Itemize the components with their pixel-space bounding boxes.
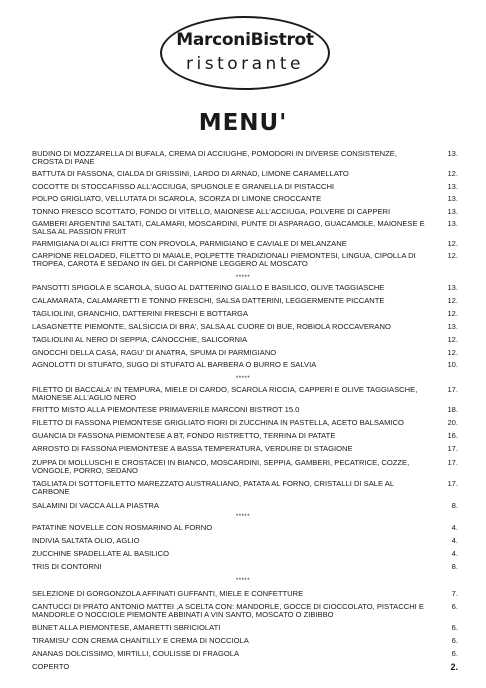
menu-title: MENU' [198, 110, 288, 136]
menu-item-name: INDIVIA SALTATA OLIO, AGLIO [32, 536, 140, 545]
menu-item-name: FILETTO DI FASSONA PIEMONTESE GRIGLIATO FIORI DI ZUCCHINA IN PASTELLA, ACETO BALSAMICO [32, 418, 404, 427]
menu-item-price: 12. [447, 309, 458, 318]
menu-item-name: ARROSTO DI FASSONA PIEMONTESE A BASSA TEMPERATURA, VERDURE DI STAGIONE [32, 444, 353, 453]
menu-item-price: 7. [451, 589, 458, 598]
menu-item-price: 12. [447, 296, 458, 305]
menu-item-name: ZUPPA DI MOLLUSCHI E CROSTACEI IN BIANCO, MOSCARDINI, SEPPIA, GAMBERI, PECATRICE, COZZE, VONGOLE, PORRO, SEDANO [32, 458, 410, 476]
menu-item-price: 12. [447, 239, 458, 248]
menu-item-price: 13. [447, 322, 458, 331]
menu-item-name: TRIS DI CONTORNI [32, 562, 102, 571]
section-separator: ***** [235, 275, 251, 281]
menu-item-price: 20. [447, 418, 458, 427]
menu-item-price: 6. [451, 602, 458, 611]
section-separator: ***** [235, 376, 251, 382]
menu-item-name: GAMBERI ARGENTINI SALTATI, CALAMARI, MOSCARDINI, PUNTE DI ASPARAGO, GUACAMOLE, MAIONESE E SALSA AL PASSION FRUIT [32, 219, 425, 237]
menu-item-price: 13. [447, 194, 458, 203]
menu-item-price: 4. [451, 536, 458, 545]
menu-item-name: PARMIGIANA DI ALICI FRITTE CON PROVOLA, PARMIGIANO E CAVIALE DI MELANZANE [32, 239, 347, 248]
section-separator: ***** [235, 578, 251, 584]
menu-item-price: 6. [451, 623, 458, 632]
menu-item-name: AGNOLOTTI DI STUFATO, SUGO DI STUFATO AL BARBERA O BURRO E SALVIA [32, 360, 317, 369]
menu-item-price: 6. [451, 649, 458, 658]
menu-item-name: BUDINO DI MOZZARELLA DI BUFALA, CREMA DI ACCIUGHE, POMODORI IN DIVERSE CONSISTENZE, CROSTA DI PANE [32, 149, 397, 167]
menu-item-name: BATTUTA DI FASSONA, CIALDA DI GRISSINI, LARDO DI ARNAD, LIMONE CARAMELLATO [32, 169, 349, 178]
menu-item-name: CANTUCCI DI PRATO ANTONIO MATTEI ,A SCELTA CON: MANDORLE, GOCCE DI CIOCCOLATO, PISTACCHI E MANDORLE O NOCCIOLE PIEMONTE ABBINATI A VIN SANTO, MOSCATO O ZIBIBBO [32, 602, 424, 620]
menu-item-name: GNOCCHI DELLA CASA, RAGU' DI ANATRA, SPUMA DI PARMIGIANO [32, 348, 277, 357]
menu-item-name: CALAMARATA, CALAMARETTI E TONNO FRESCHI, SALSA DATTERINI, LEGGERMENTE PICCANTE [32, 296, 385, 305]
menu-item-name: POLPO GRIGLIATO, VELLUTATA DI SCAROLA, SCORZA DI LIMONE CROCCANTE [32, 194, 322, 203]
menu-item-name: PATATINE NOVELLE CON ROSMARINO AL FORNO [32, 523, 213, 532]
menu-item-price: 13. [447, 182, 458, 191]
menu-item-name: SELEZIONE DI GORGONZOLA AFFINATI GUFFANTI, MIELE E CONFETTURE [32, 589, 304, 598]
logo-subtitle: ristorante [186, 54, 304, 74]
menu-item-price: 10. [447, 360, 458, 369]
logo-name: MarconiBistrot [176, 30, 314, 50]
menu-item-price: 8. [451, 562, 458, 571]
menu-item-name: TAGLIOLINI AL NERO DI SEPPIA, CANOCCHIE, SALICORNIA [32, 335, 248, 344]
menu-item-price: 13. [447, 219, 458, 228]
menu-item-name: COPERTO [32, 662, 70, 671]
menu-item-name: SALAMINI DI VACCA ALLA PIASTRA [32, 501, 159, 510]
menu-item-name: TONNO FRESCO SCOTTATO, FONDO DI VITELLO, MAIONESE ALL'ACCIUGA, POLVERE DI CAPPERI [32, 207, 391, 216]
menu-item-price: 13. [447, 207, 458, 216]
menu-item-price: 6. [451, 636, 458, 645]
menu-item-name: TAGLIATA DI SOTTOFILETTO MAREZZATO AUSTRALIANO, PATATA AL FORNO, CRISTALLI DI SALE AL CARBONE [32, 479, 394, 497]
menu-item-price: 17. [447, 385, 458, 394]
menu-item-name: FRITTO MISTO ALLA PIEMONTESE PRIMAVERILE MARCONI BISTROT 15.0 [32, 405, 300, 414]
menu-item-name: ANANAS DOLCISSIMO, MIRTILLI, COULISSE DI FRAGOLA [32, 649, 240, 658]
menu-item-name: LASAGNETTE PIEMONTE, SALSICCIA DI BRA', SALSA AL CUORE DI BUE, ROBIOLA ROCCAVERANO [32, 322, 391, 331]
menu-item-name: GUANCIA DI FASSONA PIEMONTESE A BT, FONDO RISTRETTO, TERRINA DI PATATE [32, 431, 336, 440]
menu-item-name: ZUCCHINE SPADELLATE AL BASILICO [32, 549, 170, 558]
menu-item-price: 17. [447, 458, 458, 467]
menu-item-price: 13. [447, 149, 458, 158]
menu-item-price: 4. [451, 523, 458, 532]
menu-item-name: PANSOTTI SPIGOLA E SCAROLA, SUGO AL DATTERINO GIALLO E BASILICO, OLIVE TAGGIASCHE [32, 283, 385, 292]
menu-item-name: FILETTO DI BACCALA' IN TEMPURA, MIELE DI CARDO, SCAROLA RICCIA, CAPPERI E OLIVE TAGGIASCHE, MAIONESE ALL'AGLIO NERO [32, 385, 418, 403]
menu-item-price: 13. [447, 283, 458, 292]
menu-item-price: 17. [447, 444, 458, 453]
menu-item-name: BUNET ALLA PIEMONTESE, AMARETTI SBRICIOLATI [32, 623, 221, 632]
menu-item-name: CARPIONE RELOADED, FILETTO DI MAIALE, POLPETTE TRADIZIONALI PIEMONTESI, LINGUA, CIPOLLA DI TROPEA, CAROTA E SEDANO IN GEL DI CARPIONE LEGGERO AL MOSCATO [32, 251, 416, 269]
menu-item-name: TAGLIOLINI, GRANCHIO, DATTERINI FRESCHI E BOTTARGA [32, 309, 249, 318]
restaurant-logo [160, 16, 330, 90]
menu-item-price: 18. [447, 405, 458, 414]
menu-item-price: 4. [451, 549, 458, 558]
menu-item-name: TIRAMISU' CON CREMA CHANTILLY E CREMA DI NOCCIOLA [32, 636, 249, 645]
section-separator: ***** [235, 514, 251, 520]
menu-item-name: COCOTTE DI STOCCAFISSO ALL'ACCIUGA, SPUGNOLE E GRANELLA DI PISTACCHI [32, 182, 335, 191]
menu-item-price: 12. [447, 348, 458, 357]
menu-item-price: 12. [447, 169, 458, 178]
menu-item-price: 8. [451, 501, 458, 510]
menu-item-price: 2. [450, 662, 458, 672]
menu-item-price: 12. [447, 335, 458, 344]
menu-item-price: 16. [447, 431, 458, 440]
menu-item-price: 12. [447, 251, 458, 260]
menu-item-price: 17. [447, 479, 458, 488]
